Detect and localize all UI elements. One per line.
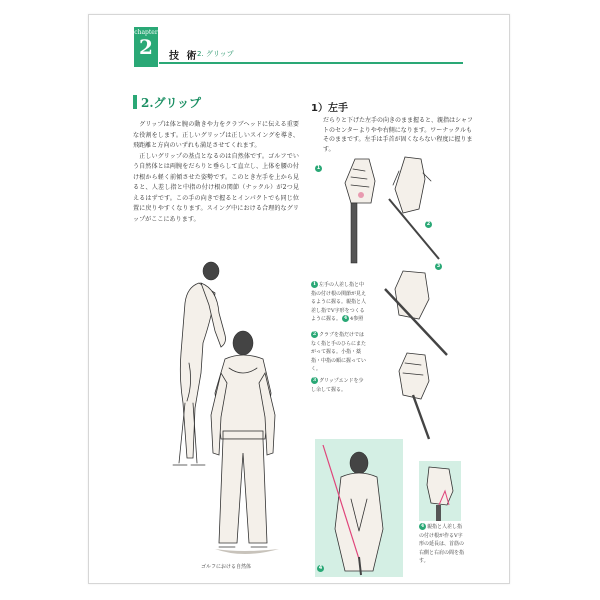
caption-3 <box>311 377 367 394</box>
caption-3-text: グリップエンドを少し余して握る。 <box>311 378 364 393</box>
chapter-word: chapter <box>134 29 158 36</box>
caption-4-text: 親指と人差し指の付け根が作るV字形の延長は、首筋の右側と右肩の間を指す。 <box>419 524 465 565</box>
gloved-hand-4 <box>399 353 429 439</box>
caption-2 <box>311 331 367 374</box>
marker-3: 3 <box>436 263 441 269</box>
paragraph-2: 正しいグリップの基点となるのは自然体です。ゴルフでいう自然体とは両腕をだらりと垂らして直立し、上体を腰の付け根から軽く前傾させた姿勢です。このとき左手を上から見ると、人差し指と中指の付け根の関節（ナックル）が2つ見えるはずです。この手の向きで握るとインパクトでも同じ位置に戻りやすくなります。スイング中における合理的なグリップがここにあります。 <box>133 152 299 223</box>
v-shape-illustration <box>315 439 403 577</box>
caption-3-marker: 3 <box>312 377 317 383</box>
caption-1-text: 左手の人差し指と中指の付け根の関節が見えるように握る。親指と人差し指でV字形をつくるように握る。 <box>311 282 367 323</box>
header-title: 技 術 <box>169 51 199 62</box>
chapter-number: 2 <box>139 35 153 59</box>
golfer-front-view <box>211 331 279 554</box>
section-title: 2.グリップ <box>141 96 202 110</box>
caption-1-marker: 1 <box>312 281 317 287</box>
caption-4-marker: 4 <box>420 523 425 529</box>
book-page <box>88 14 510 584</box>
open-hand-2 <box>389 157 439 259</box>
caption-1-ref: 4参照 <box>350 316 364 323</box>
header-rule <box>159 62 463 64</box>
caption-2-text: クラブを指だけではなく指と手のひらにまたがって握る。小指・薬指・中指の順に握っていく。 <box>311 332 367 373</box>
left-hand-title: 1）左手 <box>311 103 348 114</box>
chapter-tab <box>134 27 158 67</box>
marker-4: 4 <box>318 565 323 571</box>
caption-4 <box>419 523 465 566</box>
caption-1-ref-marker: 4 <box>343 315 348 322</box>
glove-closeup <box>419 461 461 521</box>
section-marker <box>133 95 137 109</box>
paragraph-1: グリップは体と腕の動きや力をクラブヘッドに伝える重要な役割をします。正しいグリップは正しいスイングを導き、飛距離と方向のいずれも満足させてくれます。 <box>133 121 299 149</box>
marker-2: 2 <box>426 221 431 227</box>
left-hand-text: だらりと下げた左手の向きのまま握ると、親指はシャフトのセンターよりやや右側になります。ワーナックルもそのままです。左手は手首が固くならない程度に握ります。 <box>323 117 473 153</box>
gloved-hand-1 <box>345 159 375 263</box>
caption-1 <box>311 281 367 324</box>
figure-caption: ゴルフにおける自然体 <box>201 564 252 570</box>
header-subtitle: 2. グリップ <box>197 50 234 58</box>
hand-grip-3 <box>385 271 447 355</box>
marker-1: 1 <box>316 165 321 171</box>
golfer-illustration <box>129 243 309 573</box>
caption-2-marker: 2 <box>312 331 317 337</box>
section-body <box>133 120 299 225</box>
